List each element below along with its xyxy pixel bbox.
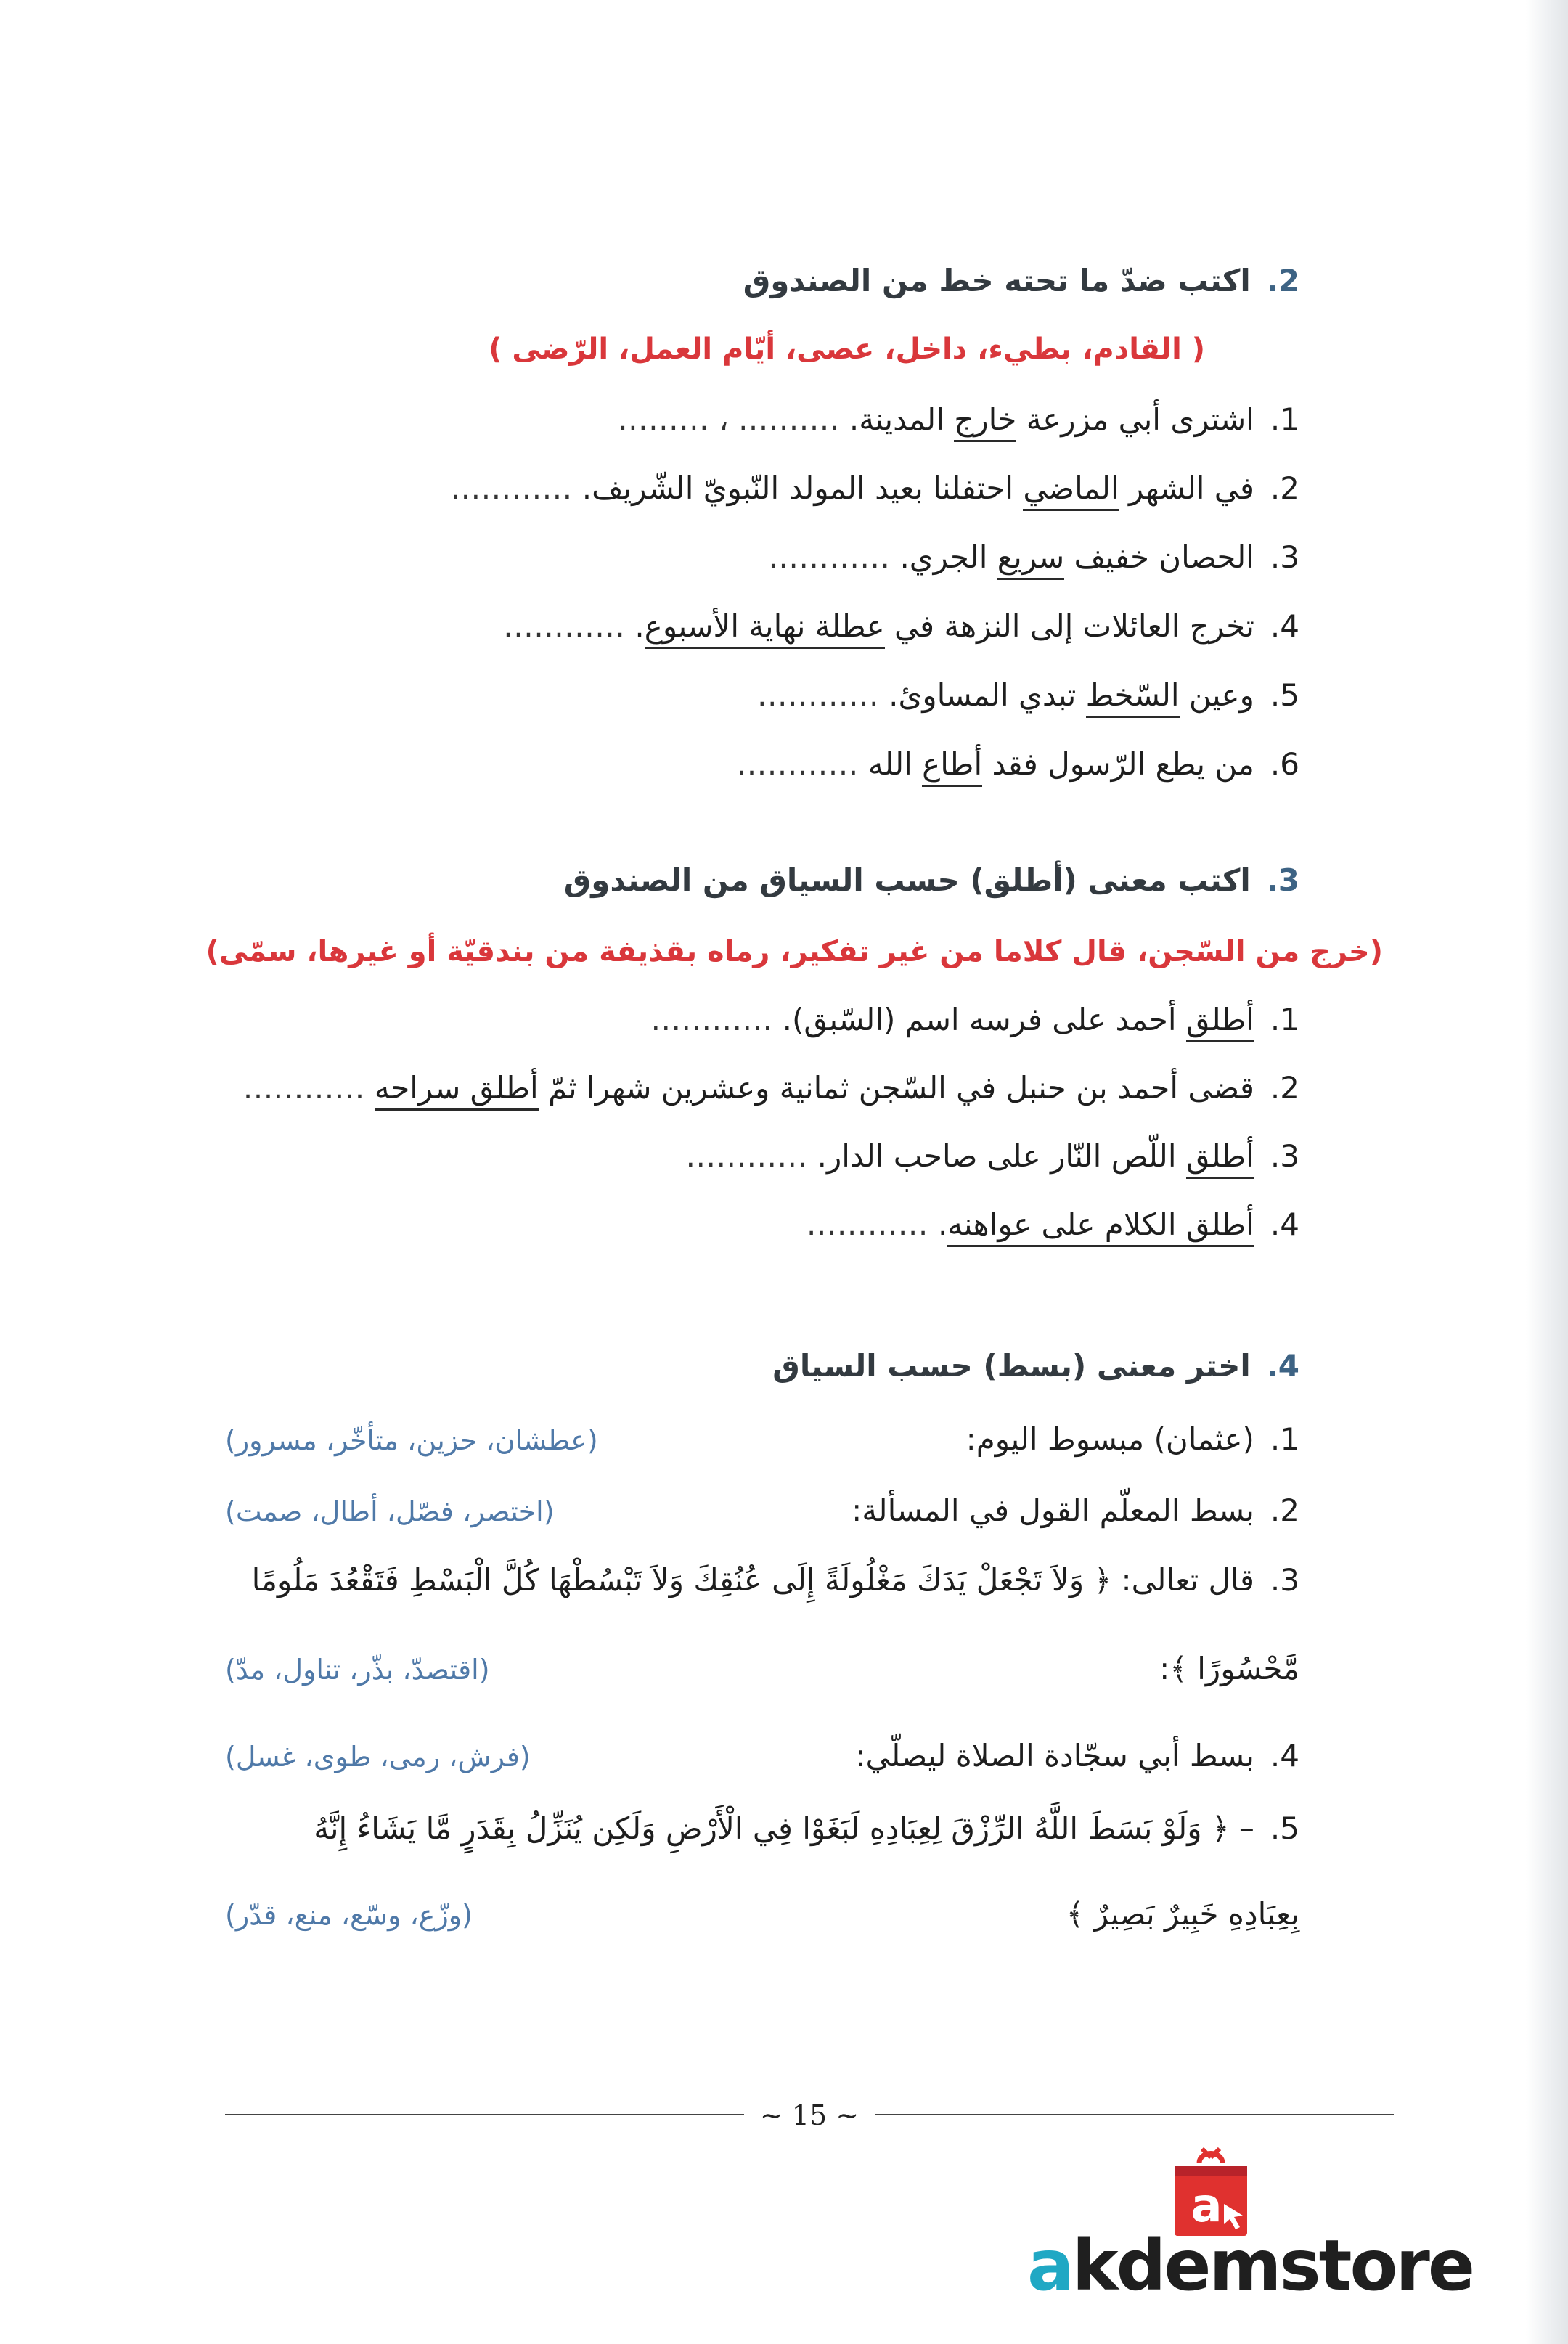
answer-blank: …………	[450, 470, 573, 506]
answer-blank: …………	[736, 746, 859, 782]
page-edge-shadow	[1526, 0, 1568, 2344]
q3-number: 3.	[1266, 862, 1299, 898]
logo-text-prefix: a	[1027, 2225, 1072, 2306]
q4-number: 4.	[1266, 1348, 1299, 1384]
underlined-word: أطلق سراحه	[375, 1070, 539, 1111]
q2-item-6: 6.من يطع الرّسول فقد أطاع الله …………	[737, 746, 1299, 782]
q4-item-1: 1.(عثمان) مبسوط اليوم:	[965, 1421, 1299, 1457]
q4-item-2: 2.بسط المعلّم القول في المسألة:	[852, 1492, 1299, 1528]
underlined-word: خارج	[954, 401, 1016, 442]
logo-mark-letter: a	[1191, 2179, 1222, 2233]
q2-word-box: ( القادم، بطيء، داخل، عصى، أيّام العمل، الرّضى )	[489, 332, 1205, 366]
q4-title: اختر معنى (بسط) حسب السياق	[772, 1348, 1251, 1384]
q4-item-5-choices: (وزّع، وسّع، منع، قدّر)	[225, 1899, 473, 1931]
q4-item-3-continued: مَّحْسُورًا ﴾:	[1159, 1651, 1299, 1686]
q3-word-box: (خرج من السّجن، قال كلاما من غير تفكير، رماه بقذيفة من بندقيّة أو غيرها، سمّى)	[205, 935, 1383, 968]
page-number: ~ 15 ~	[759, 2099, 859, 2131]
underlined-word: السّخط	[1086, 677, 1180, 718]
q2-number: 2.	[1266, 263, 1299, 298]
q3-title: اكتب معنى (أطلق) حسب السياق من الصندوق	[563, 862, 1251, 898]
underlined-word: أطلق	[1186, 1138, 1254, 1179]
q2-title: اكتب ضدّ ما تحته خط من الصندوق	[743, 263, 1251, 298]
q4-item-4: 4.بسط أبي سجّادة الصلاة ليصلّي:	[855, 1738, 1299, 1773]
q2-item-3: 3.الحصان خفيف سريع الجري. …………	[768, 539, 1299, 575]
q4-item-5: 5.– ﴿ وَلَوْ بَسَطَ اللَّهُ الرِّزْقَ لِعِبَادِهِ لَبَغَوْا فِي الْأَرْضِ وَلَكِن يُنَزِّلُ بِقَدَرٍ مَّا يَشَاءُ إِنَّهُ	[314, 1810, 1299, 1846]
q4-item-1-choices: (عطشان، حزين، متأخّر، مسرور)	[225, 1424, 598, 1456]
underlined-word: الماضي	[1023, 470, 1119, 511]
logo-text-rest: kdemstore	[1071, 2225, 1473, 2306]
q3-item-2: 2.قضى أحمد بن حنبل في السّجن ثمانية وعشرين شهرا ثمّ أطلق سراحه …………	[242, 1070, 1299, 1106]
answer-blank: ………. ، ………	[617, 401, 840, 437]
store-logo	[1027, 2225, 1473, 2306]
q2-item-4: 4.تخرج العائلات إلى النزهة في عطلة نهاية الأسبوع. …………	[503, 608, 1299, 644]
q3-item-4: 4.أطلق الكلام على عواهنه. …………	[807, 1206, 1299, 1242]
q4-item-4-choices: (فرش، رمى، طوى، غسل)	[225, 1741, 531, 1773]
q3-item-3: 3.أطلق اللّص النّار على صاحب الدار. …………	[685, 1138, 1299, 1174]
q3-item-1: 1.أطلق أحمد على فرسه اسم (السّبق). …………	[650, 1002, 1299, 1037]
q2-item-1: 1.اشترى أبي مزرعة خارج المدينة. ………. ، ………	[618, 401, 1299, 437]
q3-heading	[564, 862, 1299, 898]
underlined-word: أطاع	[922, 746, 982, 787]
q4-item-3: 3.قال تعالى: ﴿ وَلاَ تَجْعَلْ يَدَكَ مَغْلُولَةً إِلَى عُنُقِكَ وَلاَ تَبْسُطْهَا كُلَّ الْبَسْطِ فَتَقْعُدَ مَلُومًا	[251, 1562, 1299, 1598]
answer-blank: …………	[650, 1002, 773, 1037]
underlined-word: سريع	[997, 539, 1064, 580]
answer-blank: …………	[242, 1070, 365, 1106]
underlined-word: أطلق	[1186, 1002, 1254, 1042]
q2-item-2: 2.في الشهر الماضي احتفلنا بعيد المولد النّبويّ الشّريف. …………	[450, 470, 1299, 506]
q4-heading	[772, 1348, 1299, 1384]
q4-item-5-continued: بِعِبَادِهِ خَبِيرٌ بَصِيرٌ ﴾	[1066, 1896, 1299, 1932]
answer-blank: …………	[806, 1206, 928, 1242]
gift-bag-icon	[1170, 2147, 1251, 2237]
underlined-word: عطلة نهاية الأسبوع	[645, 608, 885, 649]
q4-item-3-choices: (اقتصدّ، بذّر، تناول، مدّ)	[225, 1654, 490, 1686]
q4-item-2-choices: (اختصر، فصّل، أطال، صمت)	[225, 1495, 555, 1527]
underlined-word: أطلق الكلام على عواهنه	[947, 1206, 1254, 1247]
q2-item-5: 5.وعين السّخط تبدي المساوئ. …………	[757, 677, 1299, 713]
page-footer	[225, 2099, 1394, 2131]
answer-blank: …………	[756, 677, 879, 713]
answer-blank: …………	[768, 539, 891, 575]
answer-blank: …………	[503, 608, 626, 644]
answer-blank: …………	[685, 1138, 808, 1174]
q2-heading	[743, 263, 1299, 298]
